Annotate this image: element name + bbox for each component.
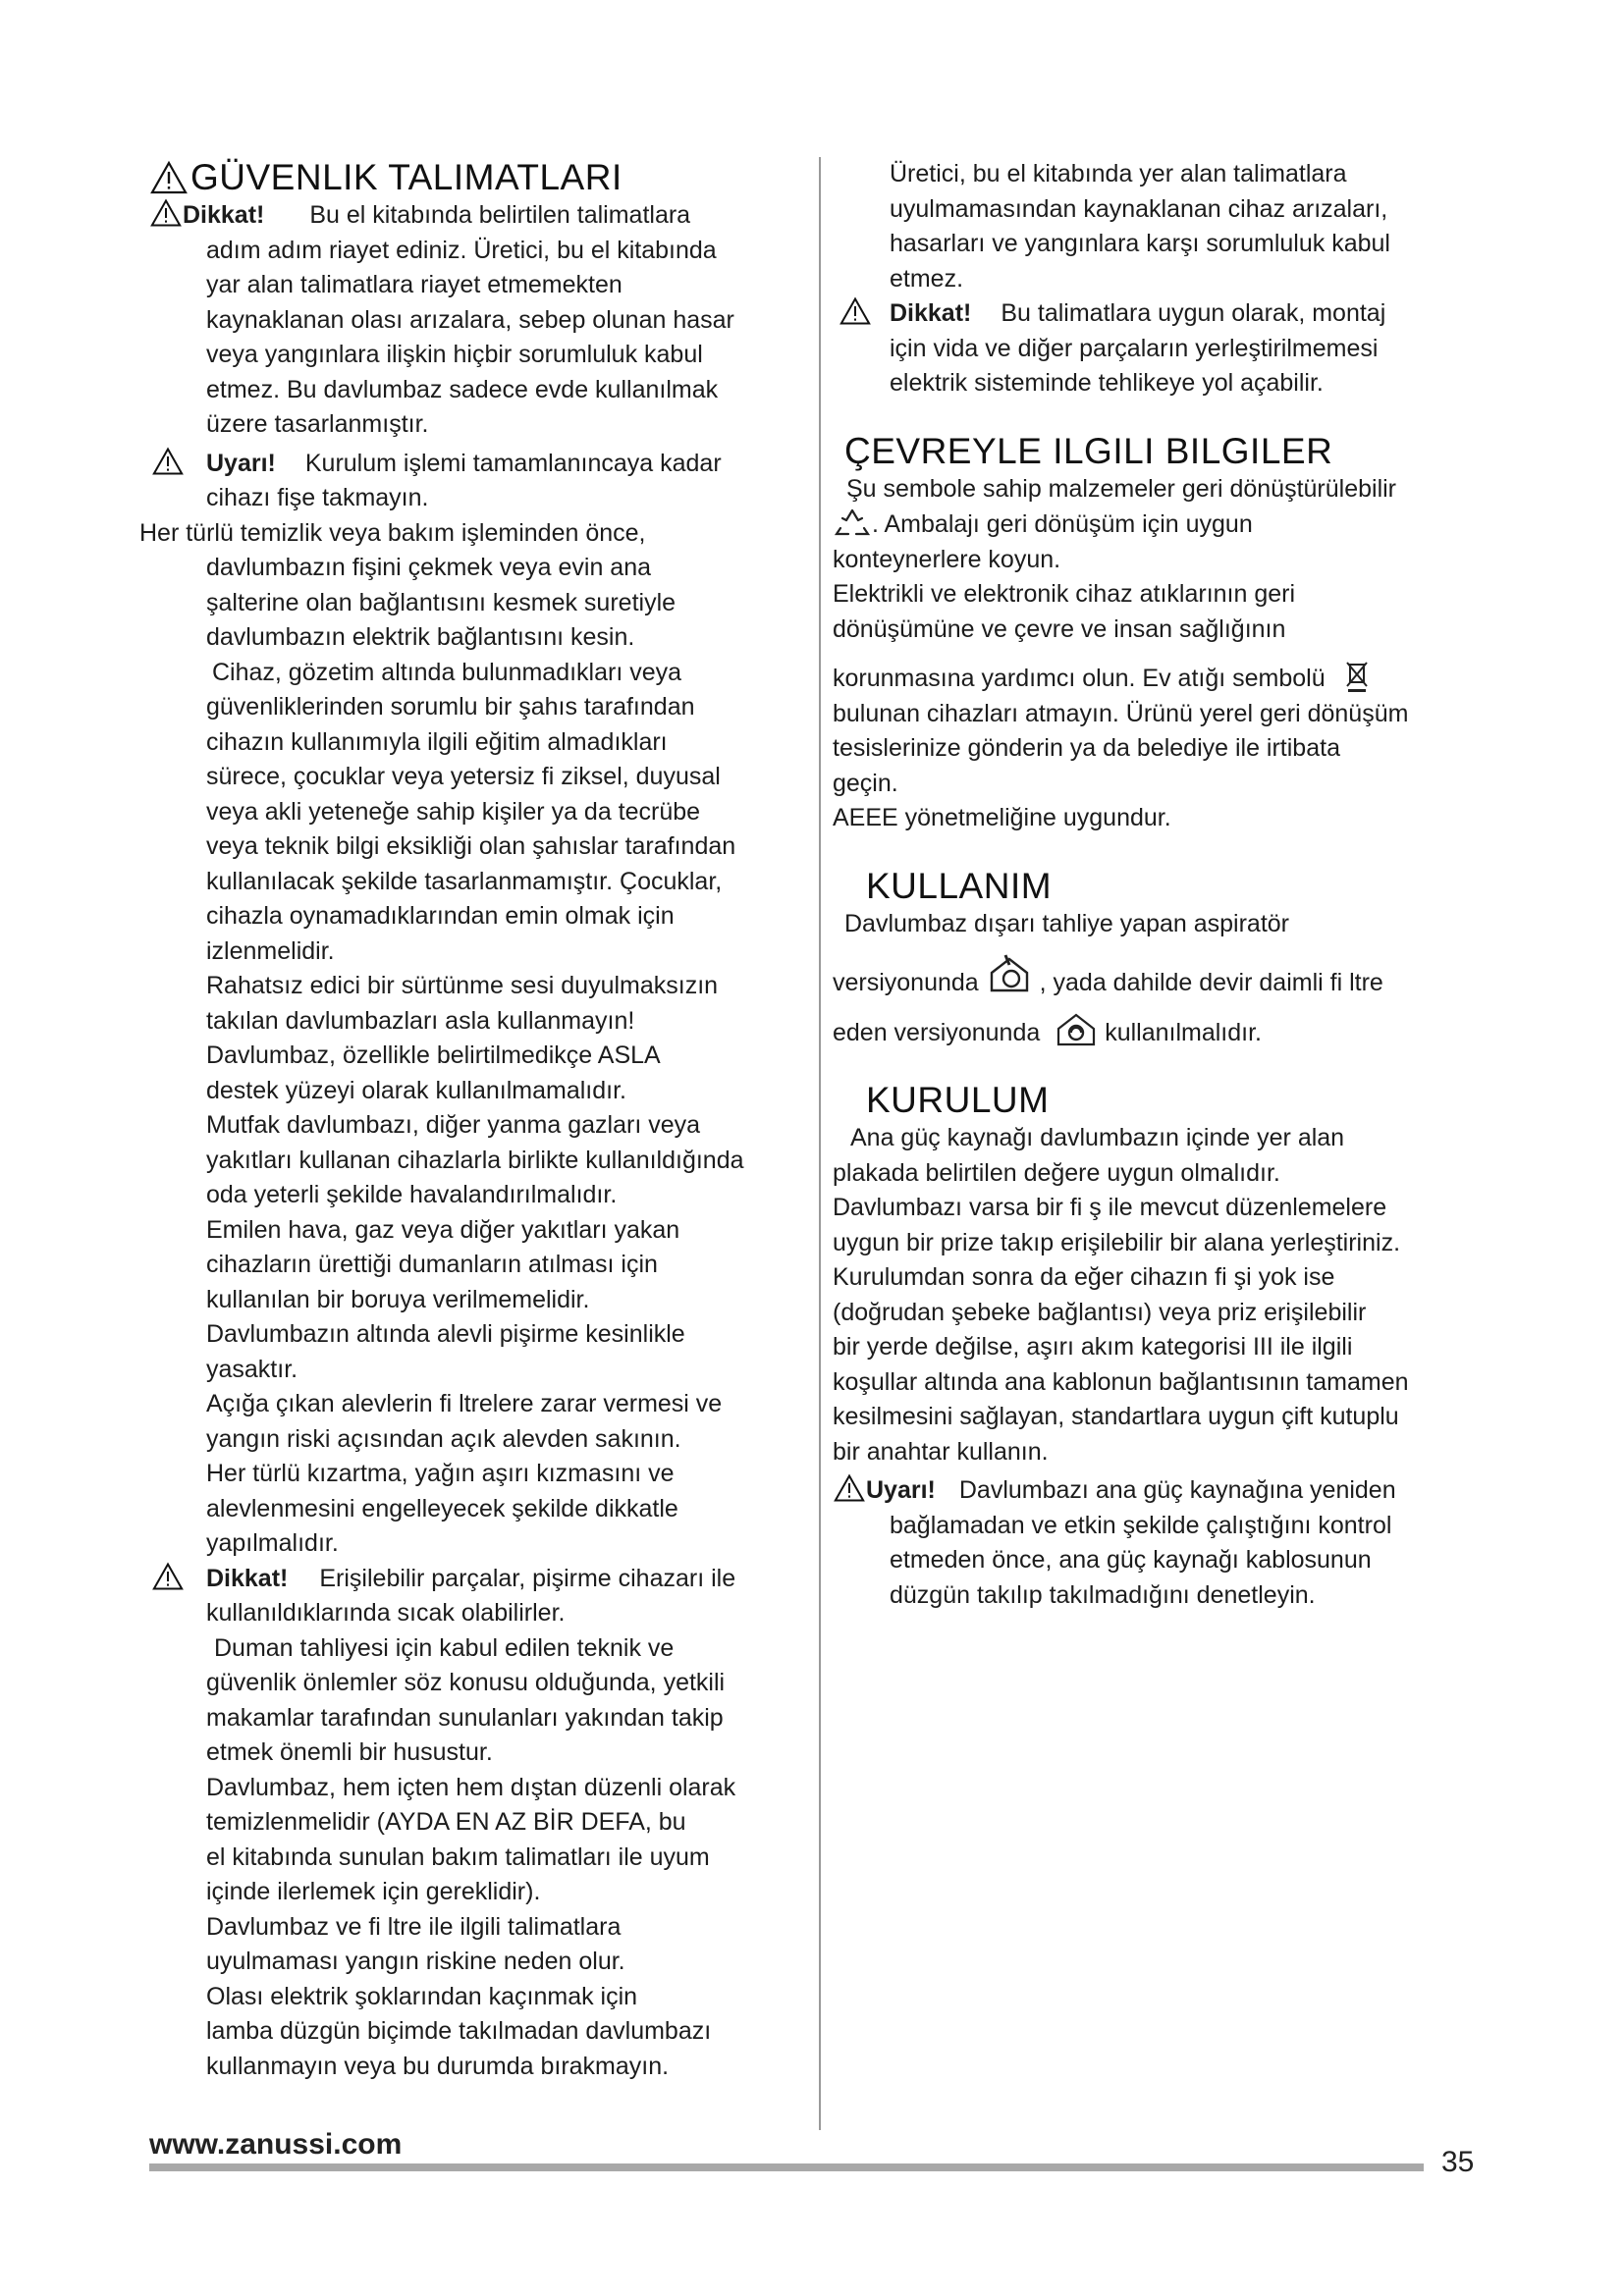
dikkat-line: etmez. Bu davlumbaz sadece evde kullanılmak [206, 375, 719, 403]
usage-line: Davlumbaz dışarı tahliye yapan aspiratör [844, 909, 1290, 937]
install-line: kesilmesini sağlayan, standartlara uygun çift kutuplu [833, 1403, 1399, 1430]
install-line: uygun bir prize takıp erişilebilir bir alana yerleştiriniz. [833, 1228, 1401, 1256]
environment-title: ÇEVREYLE ILGILI BILGILER [844, 430, 1333, 471]
tail-line: lamba düzgün biçimde takılmadan davlumbazı [206, 2017, 712, 2045]
uyari-line: cihazı fişe takmayın. [206, 484, 429, 511]
env-weee-line: korunmasına yardımcı olun. Ev atığı sembolü [833, 659, 1490, 697]
left-column [139, 157, 817, 2084]
body-line: yapılmalıdır. [206, 1529, 339, 1557]
top-line: etmez. [890, 264, 964, 293]
dikkat-label: Dikkat! [890, 299, 972, 327]
dikkat-line: için vida ve diğer parçaların yerleştirilmemesi [890, 334, 1379, 362]
dikkat2-notice [149, 1562, 817, 1597]
usage-line-exhaust: versiyonunda , yada dahilde devir daimli fi ltre [833, 953, 1490, 1001]
env-line: AEEE yönetmeliğine uygundur. [833, 804, 1171, 831]
exhaust-version-icon [986, 953, 1033, 994]
right-column [833, 157, 1490, 1613]
top-line: Üretici, bu el kitabında yer alan talimatlara [890, 160, 1347, 187]
footer-url: www.zanussi.com [149, 2128, 403, 2161]
warning-icon [151, 1562, 185, 1591]
env-line: dönüşümüne ve çevre ve insan sağlığının [833, 614, 1286, 643]
env-line: Şu sembole sahip malzemeler geri dönüştürülebilir [846, 474, 1396, 503]
body-line: kullanılan bir boruya verilmemelidir. [206, 1285, 590, 1313]
dikkat2-line: kullanıldıklarında sıcak olabilirler. [206, 1599, 566, 1627]
body-line: oda yeterli şekilde havalandırılmalıdır. [206, 1181, 618, 1208]
uyari-line: düzgün takılıp takılmadığını denetleyin. [890, 1580, 1316, 1609]
dikkat-notice [833, 296, 1490, 332]
tail-line: kullanmayın veya bu durumda bırakmayın. [206, 2052, 670, 2080]
tail-line: etmek önemli bir husustur. [206, 1738, 493, 1766]
uyari-line: bağlamadan ve etkin şekilde çalıştığını kontrol [890, 1511, 1392, 1539]
dikkat-line: adım adım riayet ediniz. Üretici, bu el kitabında [206, 236, 717, 264]
env-recycle-line: . Ambalajı geri dönüşüm için uygun [833, 507, 1490, 543]
dikkat-notice [149, 198, 817, 234]
body-line: veya teknik bilgi eksikliği olan şahıslar tarafından [206, 832, 736, 860]
tail-line: uyulmaması yangın riskine neden olur. [206, 1948, 625, 1975]
env-line: bulunan cihazları atmayın. Ürünü yerel geri dönüşüm [833, 699, 1409, 727]
dikkat-line: yar alan talimatlara riayet etmemekten [206, 271, 623, 298]
cihaz-first-line: Cihaz, gözetim altında bulunmadıkları veya [212, 658, 682, 686]
tail-line: güvenlik önlemler söz konusu olduğunda, yetkili [206, 1669, 726, 1696]
tail-line: Davlumbaz ve fi ltre ile ilgili talimatlara [206, 1912, 622, 1941]
usage-line-recirc: eden versiyonunda kullanılmalıdır. [833, 1011, 1490, 1051]
column-divider [819, 157, 821, 2130]
cleaning-line: şalterine olan bağlantısını kesmek suretiyle [206, 588, 677, 616]
body-line: cihazın kullanımıyla ilgili eğitim almadıkları [206, 727, 668, 756]
tail-line: içinde ilerlemek için gereklidir). [206, 1878, 541, 1905]
uyari-notice [833, 1473, 1490, 1509]
dikkat-line: elektrik sisteminde tehlikeye yol açabilir. [890, 369, 1324, 397]
env-line: konteynerlere koyun. [833, 545, 1061, 573]
uyari-notice [149, 447, 817, 482]
body-line: Davlumbazın altında alevli pişirme kesinlikle [206, 1320, 685, 1348]
dikkat2-text: Erişilebilir parçalar, pişirme cihazarı ile [319, 1564, 736, 1592]
recirculation-version-icon [1055, 1011, 1098, 1048]
usage-title: KULLANIM [866, 865, 1053, 906]
body-line: alevlenmesini engelleyecek şekilde dikkatle [206, 1494, 678, 1522]
recycle-icon [833, 507, 872, 540]
dikkat-line: kaynaklanan olası arızalara, sebep olunan hasar [206, 305, 734, 334]
warning-icon [149, 198, 183, 228]
install-line: Ana güç kaynağı davlumbazın içinde yer alan [850, 1124, 1345, 1151]
warning-icon [151, 447, 185, 476]
body-line: Davlumbaz, özellikle belirtilmedikçe ASLA [206, 1041, 661, 1069]
uyari-text: Davlumbazı ana güç kaynağına yeniden [958, 1476, 1396, 1504]
crossed-bin-icon [1342, 659, 1372, 694]
body-line: Her türlü kızartma, yağın aşırı kızmasını ve [206, 1460, 675, 1487]
install-line: Davlumbazı varsa bir fi ş ile mevcut düzenlemelere [833, 1194, 1387, 1221]
tail-line: el kitabında sunulan bakım talimatları ile uyum [206, 1842, 710, 1871]
body-line: destek yüzeyi olarak kullanılmamalıdır. [206, 1076, 626, 1104]
dikkat-text: Bu talimatlara uygun olarak, montaj [1001, 299, 1386, 327]
env-line: geçin. [833, 769, 898, 797]
body-line: cihazların ürettiği dumanların atılması için [206, 1251, 658, 1278]
warning-icon [839, 296, 872, 326]
dikkat-label: Dikkat! [183, 201, 265, 229]
tail-line: temizlenmelidir (AYDA EN AZ BİR DEFA, bu [206, 1808, 686, 1836]
body-line: kullanılacak şekilde tasarlanmamıştır. Çocuklar, [206, 867, 723, 895]
top-line: uyulmamasından kaynaklanan cihaz arızaları, [890, 194, 1388, 223]
body-line: izlenmelidir. [206, 936, 335, 965]
dikkat-line: üzere tasarlanmıştır. [206, 410, 429, 438]
uyari-text: Kurulum işlemi tamamlanıncaya kadar [304, 449, 722, 477]
cleaning-line: davlumbazın fişini çekmek veya evin ana [206, 554, 652, 581]
body-line: yakıtları kullanan cihazlarla birlikte kullanıldığında [206, 1146, 744, 1174]
cleaning-first-line: Her türlü temizlik veya bakım işleminden önce, [139, 518, 646, 547]
body-line: yangın riski açısından açık alevden sakının. [206, 1424, 681, 1453]
body-line: Rahatsız edici bir sürtünme sesi duyulmaksızın [206, 972, 719, 999]
dikkat2-label: Dikkat! [206, 1564, 289, 1592]
env-line: Elektrikli ve elektronik cihaz atıklarının geri [833, 580, 1296, 608]
tail-line: Olası elektrik şoklarından kaçınmak için [206, 1982, 638, 2010]
uyari-line: etmeden önce, ana güç kaynağı kablosunun [890, 1546, 1372, 1574]
uyari-label: Uyarı! [206, 449, 276, 477]
duman-first-line: Duman tahliyesi için kabul edilen teknik ve [214, 1633, 675, 1662]
cleaning-line: davlumbazın elektrik bağlantısını kesin. [206, 623, 635, 651]
page-number: 35 [1441, 2146, 1475, 2178]
env-line: tesislerinize gönderin ya da belediye ile irtibata [833, 734, 1340, 762]
body-line: veya akli yeteneğe sahip kişiler ya da tecrübe [206, 797, 701, 826]
dikkat-text: Bu el kitabında belirtilen talimatlara [309, 201, 691, 229]
body-line: Mutfak davlumbazı, diğer yanma gazları veya [206, 1111, 701, 1139]
safety-title: GÜVENLIK TALIMATLARI [149, 157, 817, 198]
install-line: bir yerde değilse, aşırı akım kategorisi III ile ilgili [833, 1333, 1353, 1361]
install-line: bir anahtar kullanın. [833, 1437, 1049, 1466]
tail-line: Davlumbaz, hem içten hem dıştan düzenli olarak [206, 1773, 736, 1801]
body-line: takılan davlumbazları asla kullanmayın! [206, 1006, 635, 1035]
install-line: koşullar altında ana kablonun bağlantısının tamamen [833, 1367, 1409, 1396]
body-line: Emilen hava, gaz veya diğer yakıtları yakan [206, 1215, 680, 1244]
warning-icon [149, 160, 189, 195]
install-line: plakada belirtilen değere uygun olmalıdır. [833, 1158, 1280, 1187]
install-line: (doğrudan şebeke bağlantısı) veya priz erişilebilir [833, 1298, 1367, 1326]
footer-rule [149, 2163, 1424, 2171]
top-line: hasarları ve yangınlara karşı sorumluluk kabul [890, 230, 1390, 257]
warning-icon [833, 1473, 866, 1503]
body-line: yasaktır. [206, 1355, 298, 1383]
uyari-label: Uyarı! [866, 1476, 936, 1504]
body-line: güvenliklerinden sorumlu bir şahıs tarafından [206, 693, 695, 721]
body-line: sürece, çocuklar veya yetersiz fi ziksel, duyusal [206, 763, 721, 790]
tail-line: makamlar tarafından sunulanları yakından takip [206, 1703, 724, 1732]
installation-title: KURULUM [866, 1080, 1050, 1120]
body-line: Açığa çıkan alevlerin fi ltrelere zarar vermesi ve [206, 1390, 723, 1417]
dikkat-line: veya yangınlara ilişkin hiçbir sorumluluk kabul [206, 341, 703, 368]
body-line: cihazla oynamadıklarından emin olmak için [206, 902, 675, 930]
install-line: Kurulumdan sonra da eğer cihazın fi şi yok ise [833, 1263, 1335, 1291]
